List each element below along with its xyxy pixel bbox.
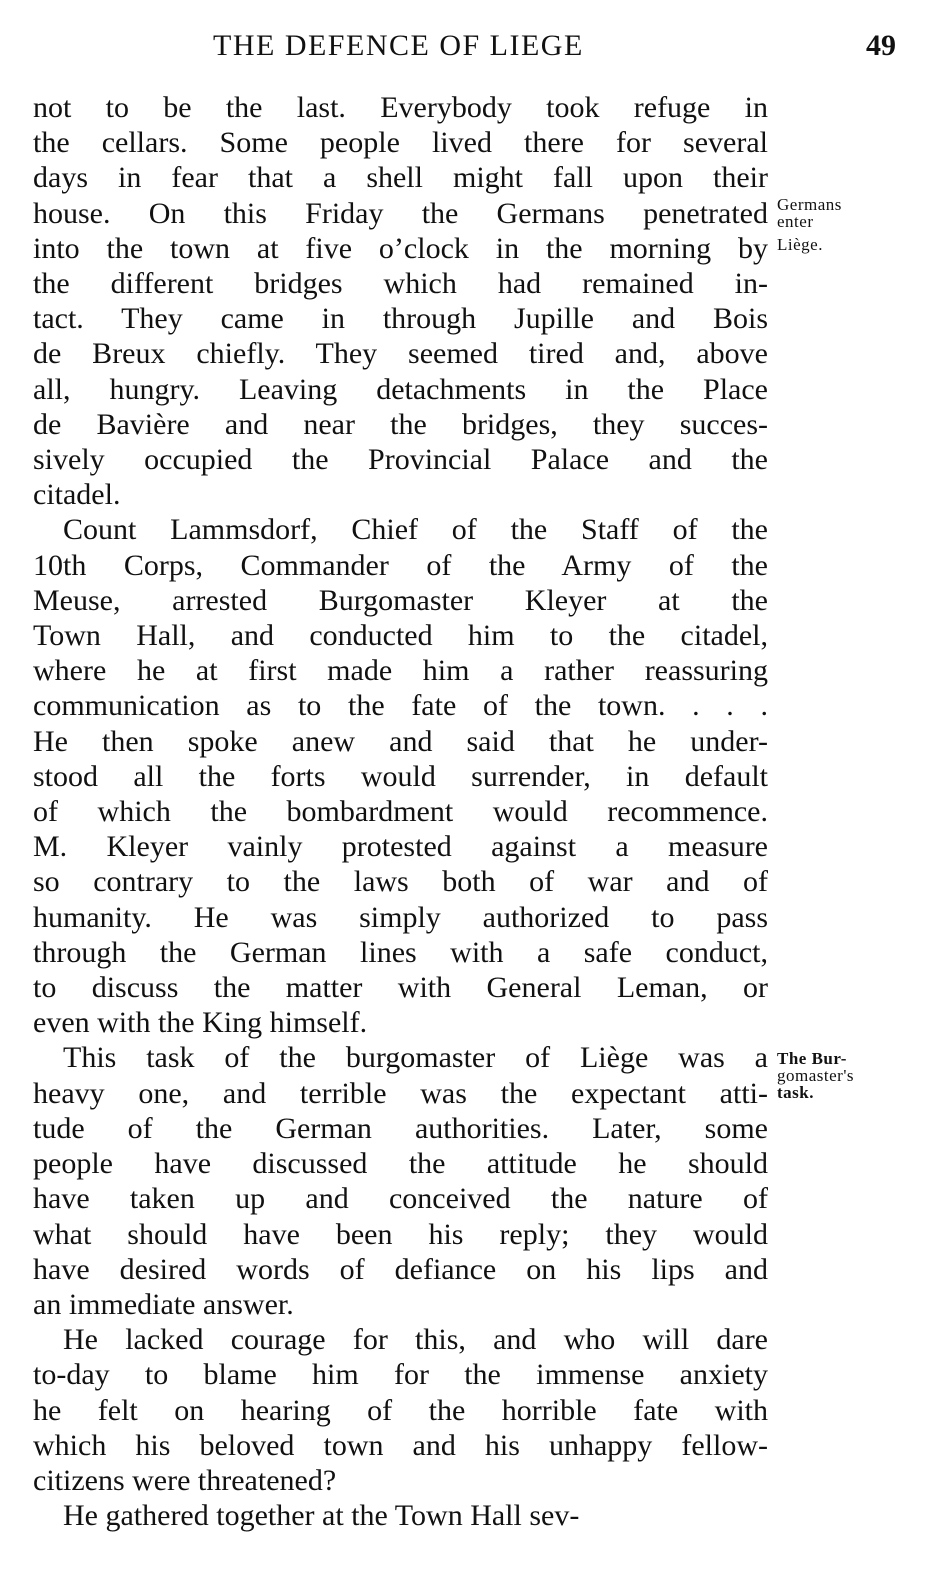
text-line-6: the different bridges which had remained in- [33,267,768,301]
body-text [33,90,768,1533]
text-line-21: of which the bombardment would recommence. [33,795,768,829]
text-line-37: to-day to blame him for the immense anxiety [33,1358,768,1392]
margin-note-line: Liège. [777,235,823,254]
text-line-18: communication as to the fate of the town. . . . [33,689,768,723]
margin-note-germans-enter [777,196,947,253]
text-line-12: citadel. [33,478,121,512]
text-line-4: house. On this Friday the Germans penetrated [33,196,768,230]
text-line-14: 10th Corps, Commander of the Army of the [33,548,768,582]
margin-note-burgomaster-task [777,1050,947,1101]
text-line-7: tact. They came in through Jupille and Bois [33,302,768,336]
margin-note-line: Germans [777,195,842,214]
text-line-32: have taken up and conceived the nature of [33,1182,768,1216]
text-line-34: have desired words of defiance on his lips and [33,1252,768,1286]
text-line-35: an immediate answer. [33,1287,294,1321]
text-line-25: through the German lines with a safe conduct, [33,935,768,969]
text-line-30: tude of the German authorities. Later, some [33,1111,768,1145]
text-line-41: He gathered together at the Town Hall sev- [63,1499,580,1533]
page-number: 49 [866,29,896,62]
text-line-10: de Bavière and near the bridges, they succes- [33,407,768,441]
text-line-13: Count Lammsdorf, Chief of the Staff of the [63,513,768,547]
margin-note-line: gomaster's [777,1066,854,1085]
text-line-28: This task of the burgomaster of Liège was a [63,1041,768,1075]
running-title: THE DEFENCE OF LIEGE [213,29,584,62]
text-line-17: where he at first made him a rather reassuring [33,654,768,688]
text-line-3: days in fear that a shell might fall upon their [33,161,768,195]
text-line-15: Meuse, arrested Burgomaster Kleyer at the [33,583,768,617]
margin-note-line: The Bur- [777,1049,847,1068]
text-line-40: citizens were threatened? [33,1463,337,1497]
text-line-24: humanity. He was simply authorized to pass [33,900,768,934]
text-line-22: M. Kleyer vainly protested against a measure [33,830,768,864]
text-line-16: Town Hall, and conducted him to the citadel, [33,619,768,653]
margin-note-line: enter [777,212,814,231]
text-line-23: so contrary to the laws both of war and of [33,865,768,899]
text-line-33: what should have been his reply; they would [33,1217,768,1251]
text-line-39: which his beloved town and his unhappy fellow- [33,1428,768,1462]
text-line-26: to discuss the matter with General Leman, or [33,971,768,1005]
text-line-29: heavy one, and terrible was the expectant atti- [33,1076,768,1110]
text-line-36: He lacked courage for this, and who will dare [63,1323,768,1357]
text-line-1: not to be the last. Everybody took refuge in [33,91,768,124]
margin-note-line: task. [777,1083,814,1102]
text-line-5: into the town at five o’clock in the morning by [33,231,768,265]
text-line-8: de Breux chiefly. They seemed tired and, above [33,337,768,371]
text-line-27: even with the King himself. [33,1006,368,1040]
text-line-11: sively occupied the Provincial Palace and the [33,443,768,477]
text-line-2: the cellars. Some people lived there for several [33,126,768,160]
text-line-19: He then spoke anew and said that he under- [33,724,768,758]
text-line-20: stood all the forts would surrender, in default [33,759,768,793]
text-line-38: he felt on hearing of the horrible fate with [33,1393,768,1427]
text-line-31: people have discussed the attitude he should [33,1147,768,1181]
text-line-9: all, hungry. Leaving detachments in the Place [33,372,768,406]
